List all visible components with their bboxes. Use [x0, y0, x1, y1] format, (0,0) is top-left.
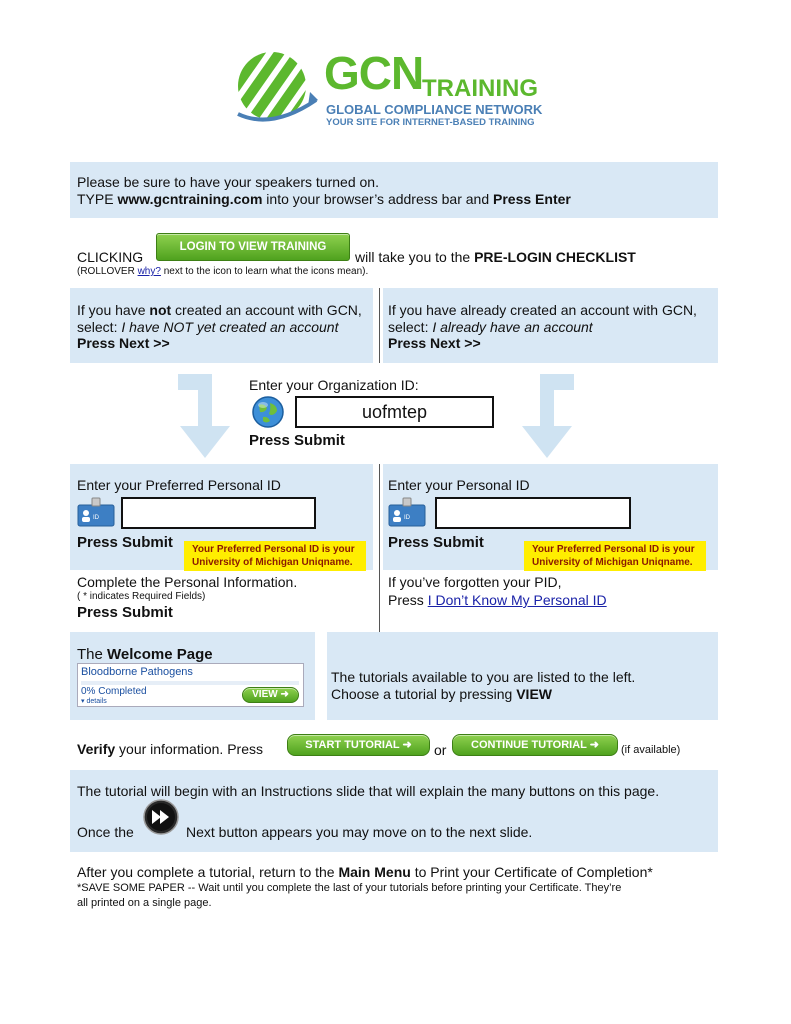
- preferred-pid-press-submit: Press Submit: [77, 534, 173, 551]
- org-id-input[interactable]: uofmtep: [295, 396, 494, 428]
- uniqname-note-left-line2: University of Michigan Uniqname.: [192, 557, 353, 568]
- details-toggle[interactable]: ▾ details: [81, 698, 107, 705]
- save-paper-note: *SAVE SOME PAPER -- Wait until you complete the last of your tutorials before printing your Certificate. They’re: [77, 882, 622, 894]
- course-progress-text: 0% Completed: [81, 686, 147, 697]
- login-to-view-training-button[interactable]: LOGIN TO VIEW TRAINING: [156, 233, 350, 261]
- start-tutorial-button[interactable]: START TUTORIAL ➜: [287, 734, 430, 756]
- personal-pid-press-submit: Press Submit: [388, 534, 484, 551]
- once-the-text: Once the: [77, 824, 134, 840]
- org-id-label: Enter your Organization ID:: [249, 377, 419, 393]
- existing-account-press-next: Press Next >>: [388, 335, 481, 351]
- gcn-logo: [232, 46, 552, 132]
- rollover-note: (ROLLOVER why? next to the icon to learn what the icons mean).: [77, 266, 369, 277]
- uniqname-note-left-line1: Your Preferred Personal ID is your: [192, 544, 355, 555]
- pre-login-text: will take you to the PRE-LOGIN CHECKLIST: [355, 249, 636, 265]
- complete-personal-info: Complete the Personal Information.: [77, 574, 298, 590]
- instructions-slide-text: The tutorial will begin with an Instructions slide that will explain the many buttons on this page.: [77, 783, 660, 799]
- org-press-submit: Press Submit: [249, 432, 345, 449]
- logo-tagline-1: GLOBAL COMPLIANCE NETWORK: [326, 102, 543, 117]
- tutorials-available-text: The tutorials available to you are listed to the left.: [331, 669, 636, 685]
- personal-pid-input[interactable]: [435, 497, 631, 529]
- speakers-text: Please be sure to have your speakers turned on.: [77, 174, 379, 190]
- course-card: [77, 663, 304, 707]
- continue-tutorial-button[interactable]: CONTINUE TUTORIAL ➜: [452, 734, 618, 756]
- certificate-text: After you complete a tutorial, return to the Main Menu to Print your Certificate of Completion*: [77, 864, 653, 880]
- existing-account-line2: select: I already have an account: [388, 319, 593, 335]
- logo-tagline-2: YOUR SITE FOR INTERNET-BASED TRAINING: [326, 117, 535, 128]
- logo-brand: GCN: [324, 47, 424, 99]
- uniqname-note-left: [184, 541, 366, 571]
- right-down-arrow-icon: [512, 374, 582, 460]
- dont-know-pid-link[interactable]: I Don’t Know My Personal ID: [427, 592, 607, 608]
- new-account-line2: select: I have NOT yet created an account: [77, 319, 339, 335]
- choose-tutorial-text: Choose a tutorial by pressing VIEW: [331, 686, 552, 702]
- personal-pid-label: Enter your Personal ID: [388, 477, 530, 493]
- uniqname-note-right-line1: Your Preferred Personal ID is your: [532, 544, 695, 555]
- forgot-pid-text: If you’ve forgotten your PID,: [388, 574, 562, 590]
- type-url-text: TYPE www.gcntraining.com into your browser’s address bar and Press Enter: [77, 191, 571, 207]
- globe-icon: [251, 395, 285, 429]
- required-fields-note: ( * indicates Required Fields): [77, 591, 206, 602]
- if-available-text: (if available): [621, 744, 681, 756]
- gcn-url: www.gcntraining.com: [117, 191, 263, 207]
- path-divider: [379, 288, 380, 363]
- or-text: or: [434, 742, 447, 758]
- next-button-icon: [143, 799, 179, 835]
- new-account-press-next: Press Next >>: [77, 335, 170, 351]
- globe-logo-icon: [232, 48, 318, 128]
- preferred-pid-label: Enter your Preferred Personal ID: [77, 477, 281, 493]
- svg-text:ID: ID: [404, 515, 410, 521]
- single-page-note: all printed on a single page.: [77, 897, 212, 909]
- verify-text: Verify your information. Press: [77, 741, 263, 757]
- left-down-arrow-icon: [170, 374, 240, 460]
- next-button-text: Next button appears you may move on to the next slide.: [186, 824, 533, 840]
- course-title: Bloodborne Pathogens: [81, 666, 193, 678]
- new-account-line1: If you have not created an account with GCN,: [77, 302, 362, 318]
- course-progress-bar: [81, 681, 299, 685]
- svg-text:ID: ID: [93, 515, 99, 521]
- personal-info-press-submit: Press Submit: [77, 604, 173, 621]
- uniqname-note-right-line2: University of Michigan Uniqname.: [532, 557, 693, 568]
- forgot-pid-press: Press I Don’t Know My Personal ID: [388, 592, 607, 608]
- clicking-text: CLICKING: [77, 249, 144, 265]
- logo-brand-suffix: TRAINING: [422, 75, 538, 102]
- person-id-card-icon: [77, 496, 115, 528]
- preferred-pid-input[interactable]: [121, 497, 316, 529]
- welcome-page-title: The Welcome Page: [77, 646, 213, 663]
- why-link[interactable]: why?: [137, 266, 161, 277]
- pid-divider: [379, 464, 380, 632]
- uniqname-note-right: [524, 541, 706, 571]
- person-id-card-icon: [388, 496, 426, 528]
- existing-account-line1: If you have already created an account with GCN,: [388, 302, 697, 318]
- view-button[interactable]: VIEW ➜: [242, 687, 299, 703]
